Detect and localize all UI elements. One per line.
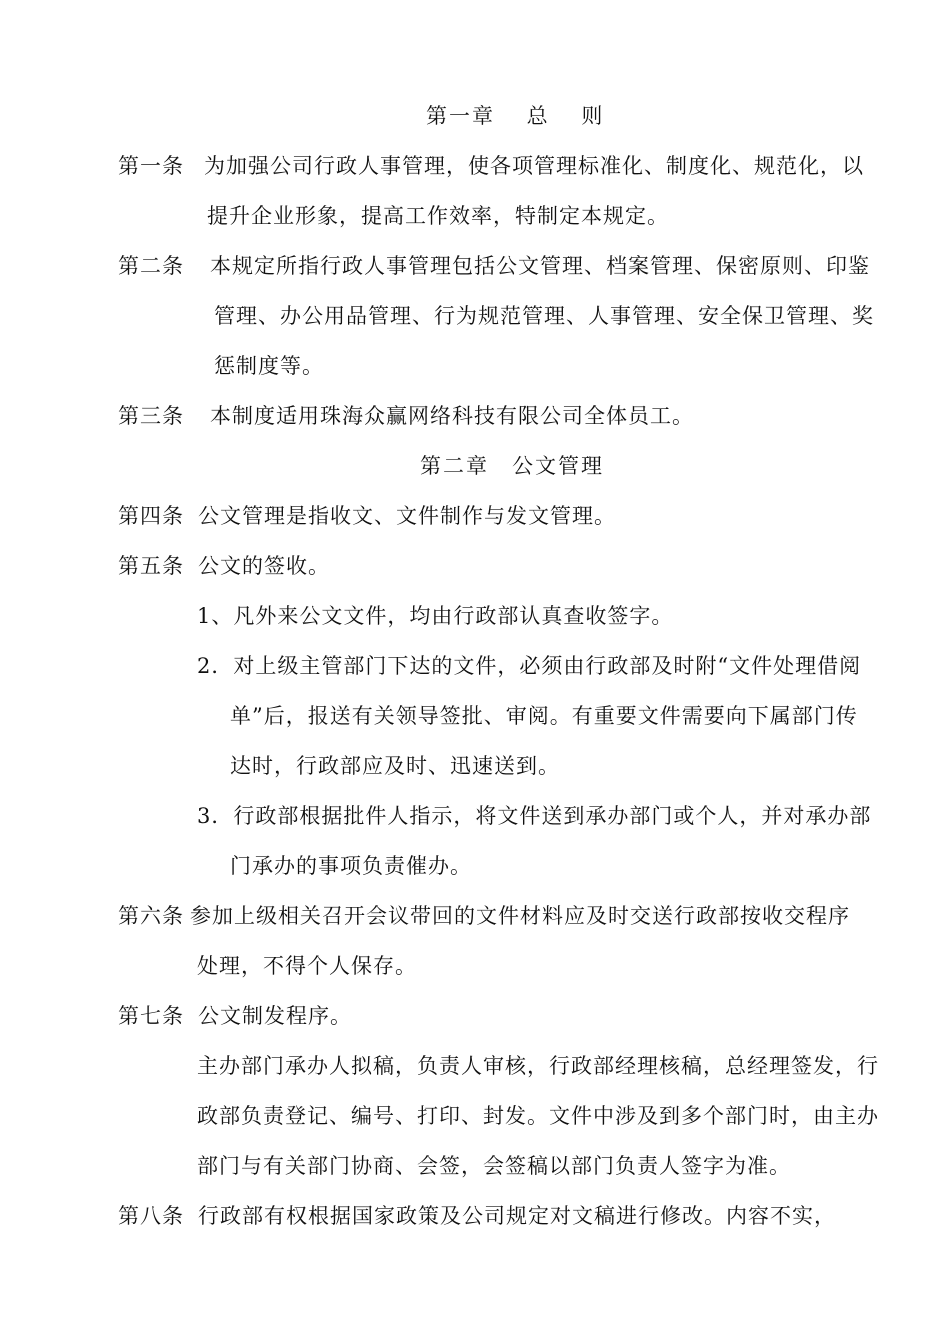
article-5-item-3-line1: 3．行政部根据批件人指示，将文件送到承办部门或个人，并对承办部 <box>197 804 872 828</box>
article-8 <box>118 1201 836 1231</box>
article-6-text-line1: 参加上级相关召开会议带回的文件材料应及时交送行政部按收交程序 <box>190 904 850 928</box>
article-5-text-line1: 公文的签收。 <box>198 554 330 578</box>
article-1-label: 第一条 <box>118 154 184 178</box>
article-3-text-line1: 本制度适用珠海众赢网络科技有限公司全体员工。 <box>210 404 694 428</box>
article-7-text-line1: 公文制发程序。 <box>198 1004 352 1028</box>
article-7-paragraph-line2: 政部负责登记、编号、打印、封发。文件中涉及到多个部门时，由主办 <box>197 1104 879 1128</box>
article-4 <box>118 501 616 531</box>
article-3-label: 第三条 <box>118 404 184 428</box>
article-2-text-line3: 惩制度等。 <box>214 354 324 378</box>
article-8-label: 第八条 <box>118 1204 184 1228</box>
article-5-item-2-line2: 单”后，报送有关领导签批、审阅。有重要文件需要向下属部门传 <box>230 704 858 728</box>
article-2-label: 第二条 <box>118 254 184 278</box>
article-4-label: 第四条 <box>118 504 184 528</box>
article-4-text-line1: 公文管理是指收文、文件制作与发文管理。 <box>198 504 616 528</box>
article-7-label: 第七条 <box>118 1004 184 1028</box>
article-1 <box>118 151 864 181</box>
article-2-text-line2: 管理、办公用品管理、行为规范管理、人事管理、安全保卫管理、奖 <box>214 304 874 328</box>
article-5-item-1: 1、凡外来公文文件，均由行政部认真查收签字。 <box>197 604 674 628</box>
article-5-item-3-line2: 门承办的事项负责催办。 <box>230 854 472 878</box>
article-7 <box>118 1001 352 1031</box>
article-7-paragraph-line3: 部门与有关部门协商、会签，会签稿以部门负责人签字为准。 <box>197 1154 791 1178</box>
article-6-text-line2: 处理，不得个人保存。 <box>197 954 417 978</box>
article-5-item-2-line1: 2．对上级主管部门下达的文件，必须由行政部及时附“文件处理借阅 <box>197 654 862 678</box>
article-6-label: 第六条 <box>118 904 184 928</box>
chapter-2-title: 第二章 公文管理 <box>420 454 604 478</box>
article-2 <box>118 251 870 281</box>
article-5 <box>118 551 330 581</box>
article-8-text-line1: 行政部有权根据国家政策及公司规定对文稿进行修改。内容不实， <box>198 1204 836 1228</box>
article-5-label: 第五条 <box>118 554 184 578</box>
article-1-text-line1: 为加强公司行政人事管理，使各项管理标准化、制度化、规范化，以 <box>204 154 864 178</box>
article-6 <box>118 901 850 931</box>
article-7-paragraph-line1: 主办部门承办人拟稿，负责人审核，行政部经理核稿，总经理签发，行 <box>197 1054 879 1078</box>
chapter-1-title: 第一章 总 则 <box>426 104 605 128</box>
article-5-item-2-line3: 达时，行政部应及时、迅速送到。 <box>230 754 560 778</box>
article-3 <box>118 401 694 431</box>
article-2-text-line1: 本规定所指行政人事管理包括公文管理、档案管理、保密原则、印鉴 <box>210 254 870 278</box>
article-1-text-line2: 提升企业形象，提高工作效率，特制定本规定。 <box>207 204 669 228</box>
